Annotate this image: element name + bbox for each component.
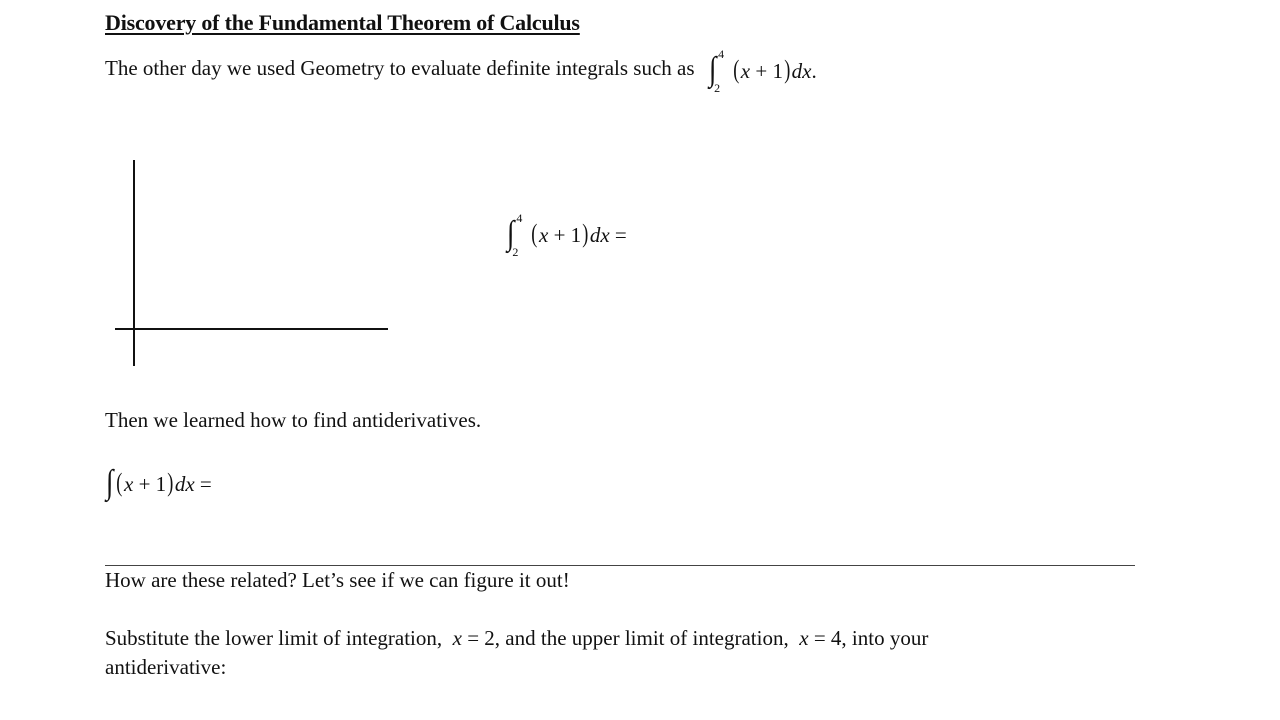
- y-axis: [133, 160, 135, 366]
- upper-limit: 4: [718, 47, 725, 61]
- antiderivative-intro: Then we learned how to find antiderivatives.: [105, 408, 482, 432]
- lower-limit: 2: [512, 245, 519, 259]
- substitute-instruction-line2: antiderivative:: [105, 655, 227, 679]
- upper-limit: 4: [516, 211, 523, 225]
- integrand: (x + 1)dx =: [531, 219, 627, 248]
- lower-limit: 2: [714, 81, 721, 95]
- question-text: How are these related? Let’s see if we can figure it out!: [105, 568, 570, 592]
- page-title: Discovery of the Fundamental Theorem of Calculus: [105, 10, 580, 35]
- integral-limits: [714, 47, 725, 95]
- x-axis: [115, 328, 388, 330]
- integral-limits: [512, 211, 523, 259]
- integral-sign-icon: ∫: [506, 215, 515, 252]
- substitute-instruction: Substitute the lower limit of integration, x = 2, and the upper limit of integration, x = 4, into your: [105, 626, 929, 650]
- divider: [105, 565, 1135, 566]
- integral-sign-icon: ∫: [708, 51, 717, 88]
- intro-text: The other day we used Geometry to evaluate definite integrals such as: [105, 55, 695, 80]
- indefinite-integral-equation: [105, 466, 212, 500]
- definite-integral-equation: [506, 211, 627, 259]
- integrand: (x + 1)dx.: [733, 55, 817, 84]
- integral-sign-icon: ∫: [105, 464, 114, 501]
- intro-line: [105, 47, 817, 95]
- integrand: (x + 1)dx =: [116, 468, 212, 497]
- definite-integral-inline: [708, 47, 817, 95]
